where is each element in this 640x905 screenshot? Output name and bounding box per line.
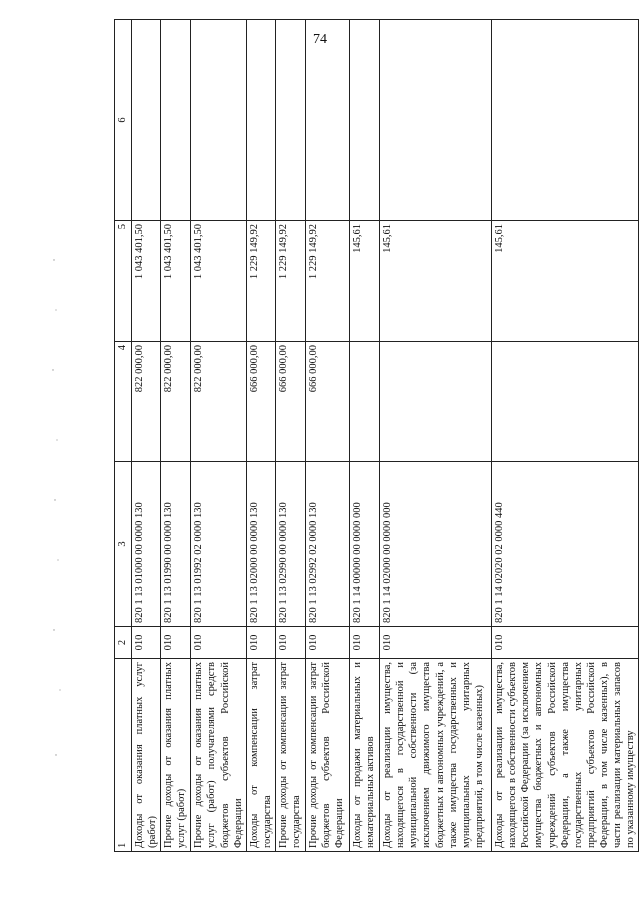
rotated-table-wrapper bbox=[114, 62, 637, 852]
row-code: 010 bbox=[350, 627, 380, 659]
row-plan bbox=[492, 342, 639, 462]
row-plan: 822 000,00 bbox=[161, 342, 191, 462]
row-kbk: 820 1 13 01000 00 0000 130 bbox=[132, 462, 161, 627]
row-plan: 666 000,00 bbox=[246, 342, 275, 462]
row-kbk: 820 1 13 01992 02 0000 130 bbox=[191, 462, 247, 627]
row-name: Прочие доходы от компенсации затрат государства bbox=[276, 659, 306, 852]
row-kbk: 820 1 14 02000 00 0000 000 bbox=[380, 462, 492, 627]
row-code: 010 bbox=[276, 627, 306, 659]
row-plan: 666 000,00 bbox=[306, 342, 350, 462]
row-actual: 1 229 149,92 bbox=[246, 221, 275, 342]
row-col6 bbox=[350, 20, 380, 221]
row-col6 bbox=[276, 20, 306, 221]
row-actual: 145,61 bbox=[350, 221, 380, 342]
row-name: Прочие доходы от оказания платных услуг (работ) получателями средств бюджетов субъектов Российской Федерации bbox=[191, 659, 247, 852]
row-code: 010 bbox=[161, 627, 191, 659]
row-plan: 822 000,00 bbox=[191, 342, 247, 462]
row-code: 010 bbox=[380, 627, 492, 659]
revenue-table bbox=[114, 19, 639, 852]
row-name: Прочие доходы от компенсации затрат бюджетов субъектов Российской Федерации bbox=[306, 659, 350, 852]
row-name: Доходы от компенсации затрат государства bbox=[246, 659, 275, 852]
row-plan: 666 000,00 bbox=[276, 342, 306, 462]
row-code: 010 bbox=[492, 627, 639, 659]
table-row bbox=[161, 20, 191, 852]
header-col-4: 4 bbox=[115, 342, 132, 462]
row-actual: 1 229 149,92 bbox=[276, 221, 306, 342]
header-col-6: 6 bbox=[115, 20, 132, 221]
header-col-1: 1 bbox=[115, 659, 132, 852]
row-plan bbox=[350, 342, 380, 462]
table-row bbox=[246, 20, 275, 852]
table-row bbox=[306, 20, 350, 852]
row-actual: 1 043 401,50 bbox=[191, 221, 247, 342]
row-kbk: 820 1 14 02020 02 0000 440 bbox=[492, 462, 639, 627]
row-kbk: 820 1 13 02992 02 0000 130 bbox=[306, 462, 350, 627]
row-plan bbox=[380, 342, 492, 462]
row-name: Доходы от продажи материальных и нематериальных активов bbox=[350, 659, 380, 852]
row-actual: 1 229 149,92 bbox=[306, 221, 350, 342]
row-col6 bbox=[492, 20, 639, 221]
table-row bbox=[350, 20, 380, 852]
row-code: 010 bbox=[132, 627, 161, 659]
scan-artifact-marks bbox=[48, 250, 78, 770]
row-actual: 145,61 bbox=[492, 221, 639, 342]
row-code: 010 bbox=[306, 627, 350, 659]
row-actual: 145,61 bbox=[380, 221, 492, 342]
row-name: Доходы от оказания платных услуг (работ) bbox=[132, 659, 161, 852]
table-header-row bbox=[115, 20, 132, 852]
row-code: 010 bbox=[191, 627, 247, 659]
row-col6 bbox=[246, 20, 275, 221]
header-col-3: 3 bbox=[115, 462, 132, 627]
row-kbk: 820 1 13 02000 00 0000 130 bbox=[246, 462, 275, 627]
table-row bbox=[191, 20, 247, 852]
page-number: 74 bbox=[313, 32, 327, 47]
row-col6 bbox=[380, 20, 492, 221]
row-kbk: 820 1 13 01990 00 0000 130 bbox=[161, 462, 191, 627]
table-row bbox=[132, 20, 161, 852]
row-col6 bbox=[132, 20, 161, 221]
row-plan: 822 000,00 bbox=[132, 342, 161, 462]
table-row bbox=[380, 20, 492, 852]
row-col6 bbox=[191, 20, 247, 221]
row-actual: 1 043 401,50 bbox=[132, 221, 161, 342]
row-actual: 1 043 401,50 bbox=[161, 221, 191, 342]
table-row bbox=[276, 20, 306, 852]
table-row bbox=[492, 20, 639, 852]
row-name: Доходы от реализации имущества, находящегося в собственности субъектов Российской Федерации (за исключением имущества бюджетных и автономных учреждений субъектов Российской Федерации, а также имущества государственных унитарных предприятий субъектов Российской Федерации, в том числе казенных), в части реализации материальных запасов по указанному имуществу bbox=[492, 659, 639, 852]
row-kbk: 820 1 13 02990 00 0000 130 bbox=[276, 462, 306, 627]
header-col-2: 2 bbox=[115, 627, 132, 659]
row-name: Прочие доходы от оказания платных услуг (работ) bbox=[161, 659, 191, 852]
row-kbk: 820 1 14 00000 00 0000 000 bbox=[350, 462, 380, 627]
row-code: 010 bbox=[246, 627, 275, 659]
row-name: Доходы от реализации имущества, находящегося в государственной и муниципальной собственности (за исключением движимого имущества бюджетных и автономных учреждений, а также имущества государственных и муниципальных унитарных предприятий, в том числе казенных) bbox=[380, 659, 492, 852]
row-col6 bbox=[306, 20, 350, 221]
header-col-5: 5 bbox=[115, 221, 132, 342]
row-col6 bbox=[161, 20, 191, 221]
